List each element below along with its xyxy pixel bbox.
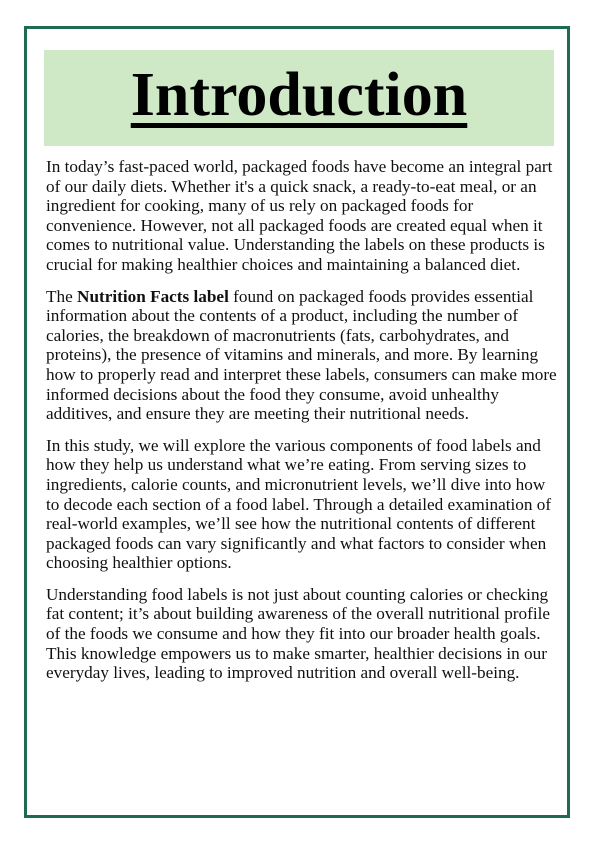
paragraph-4: Understanding food labels is not just about counting calories or checking fat content; it’s about building awareness of the overall nutritional profile of the foods we consume and how they fit into our broader health goals. This knowledge empowers us to make smarter, healthier decisions in our everyday lives, leading to improved nutrition and overall well-being. [46,584,551,683]
title-banner [44,50,554,146]
page-title: Introduction [130,61,468,129]
paragraph-2-suffix: found on packaged foods provides essential information about the contents of a product, including the number of calories, the breakdown of macronutrients (fats, carbohydrates, and proteins), the presence of vitamins and minerals, and more. By learning how to properly read and interpret these labels, consumers can make more informed decisions about the food they consume, avoid unhealthy additives, and ensure they are meeting their nutritional needs. [46,286,557,424]
paragraph-1: In today’s fast-paced world, packaged foods have become an integral part of our daily diets. Whether it's a quick snack, a ready-to-eat meal, or an ingredient for cooking, many of us rely on packaged foods for convenience. However, not all packaged foods are created equal when it comes to nutritional value. Understanding the labels on these products is crucial for making healthier choices and maintaining a balanced diet. [46,157,553,274]
paragraph-3: In this study, we will explore the various components of food labels and how they help us understand what we’re eating. From serving sizes to ingredients, calorie counts, and micronutrient levels, we’ll dive into how to decode each section of a food label. Through a detailed examination of real-world examples, we’ll see how the nutritional contents of different packaged foods can vary significantly and what factors to consider when choosing healthier options. [46,435,552,573]
paragraph-2 [46,287,558,424]
paragraph-2-prefix: The [46,286,78,306]
body-content [46,157,558,695]
nutrition-facts-label-term: Nutrition Facts label [77,286,229,306]
